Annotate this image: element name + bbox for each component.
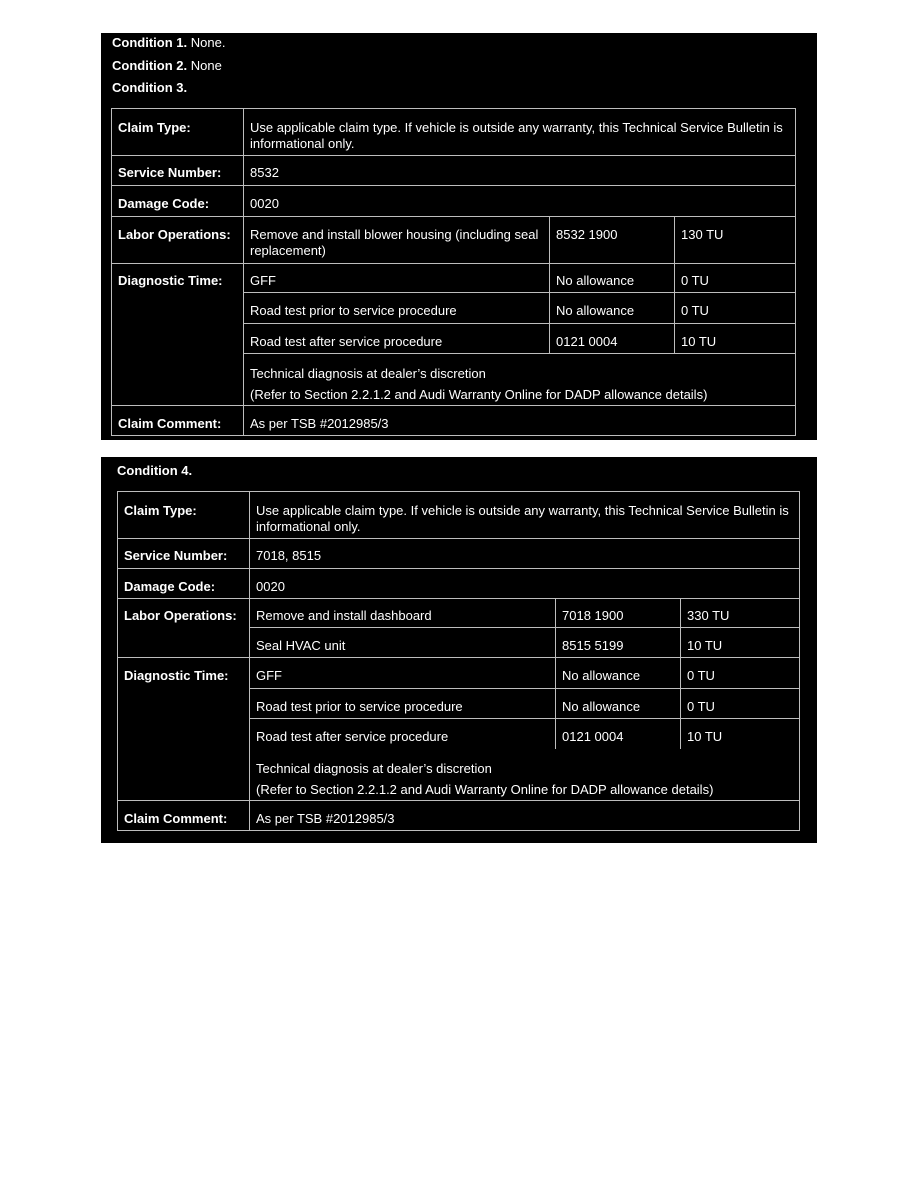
diag-desc: GFF <box>244 264 550 293</box>
condition-1 <box>112 35 225 51</box>
diag-desc: Road test after service procedure <box>250 719 556 749</box>
labor-operations-label: Labor Operations: <box>118 599 250 658</box>
condition-4 <box>117 463 192 479</box>
condition-1-text: None. <box>190 35 226 50</box>
diag-code: No allowance <box>556 658 681 689</box>
diag-code: No allowance <box>550 264 675 293</box>
diag-desc: Road test prior to service procedure <box>250 689 556 719</box>
labor-op-code: 8515 5199 <box>556 628 681 658</box>
diag-desc: Road test after service procedure <box>244 324 550 354</box>
claim-comment-label: Claim Comment: <box>118 801 250 831</box>
diag-tu: 10 TU <box>675 324 796 354</box>
condition-3 <box>112 80 187 96</box>
labor-op-tu: 10 TU <box>681 628 800 658</box>
diag-code: 0121 0004 <box>550 324 675 354</box>
service-number-value: 8532 <box>244 156 796 186</box>
labor-op-desc: Remove and install blower housing (including seal replacement) <box>244 217 550 264</box>
condition-1-label: Condition 1. <box>112 35 188 50</box>
claim-type-label: Claim Type: <box>112 109 244 156</box>
labor-op-tu: 330 TU <box>681 599 800 628</box>
claim-comment-value: As per TSB #2012985/3 <box>250 801 800 831</box>
labor-operation-row <box>118 599 800 628</box>
service-number-label: Service Number: <box>118 539 250 569</box>
warranty-panel-conditions-1-3 <box>101 33 817 440</box>
service-number-label: Service Number: <box>112 156 244 186</box>
claim-comment-value: As per TSB #2012985/3 <box>244 406 796 436</box>
diag-note <box>244 354 796 406</box>
diagnostic-row <box>112 264 796 293</box>
damage-code-label: Damage Code: <box>112 186 244 217</box>
damage-code-value: 0020 <box>250 569 800 599</box>
claim-type-row <box>118 492 800 539</box>
claim-type-value: Use applicable claim type. If vehicle is outside any warranty, this Technical Service Bulletin is informational only. <box>250 492 800 539</box>
diag-tu: 0 TU <box>681 658 800 689</box>
condition-2 <box>112 58 222 74</box>
claim-comment-row <box>112 406 796 436</box>
warranty-panel-condition-4 <box>101 457 817 843</box>
labor-op-code: 7018 1900 <box>556 599 681 628</box>
service-number-row <box>112 156 796 186</box>
condition-3-label: Condition 3. <box>112 80 188 95</box>
damage-code-label: Damage Code: <box>118 569 250 599</box>
claim-type-row <box>112 109 796 156</box>
labor-operations-label: Labor Operations: <box>112 217 244 264</box>
damage-code-value: 0020 <box>244 186 796 217</box>
condition-2-label: Condition 2. <box>112 58 188 73</box>
claim-table-condition-3 <box>111 108 796 436</box>
labor-op-code: 8532 1900 <box>550 217 675 264</box>
claim-comment-label: Claim Comment: <box>112 406 244 436</box>
diagnostic-time-label: Diagnostic Time: <box>112 264 244 406</box>
labor-op-desc: Remove and install dashboard <box>250 599 556 628</box>
claim-type-value: Use applicable claim type. If vehicle is outside any warranty, this Technical Service Bulletin is informational only. <box>244 109 796 156</box>
diag-note <box>250 749 800 801</box>
labor-op-tu: 130 TU <box>675 217 796 264</box>
diag-tu: 10 TU <box>681 719 800 749</box>
diag-tu: 0 TU <box>675 293 796 324</box>
condition-4-label: Condition 4. <box>117 463 193 478</box>
diagnostic-time-label: Diagnostic Time: <box>118 658 250 801</box>
diag-desc: Road test prior to service procedure <box>244 293 550 324</box>
diag-note-line-2: (Refer to Section 2.2.1.2 and Audi Warranty Online for DADP allowance details) <box>256 781 714 797</box>
diag-tu: 0 TU <box>675 264 796 293</box>
labor-op-desc: Seal HVAC unit <box>250 628 556 658</box>
service-number-value: 7018, 8515 <box>250 539 800 569</box>
diag-code: No allowance <box>550 293 675 324</box>
claim-table-condition-4 <box>117 491 800 831</box>
diag-code: No allowance <box>556 689 681 719</box>
labor-operation-row <box>112 217 796 264</box>
diag-code: 0121 0004 <box>556 719 681 749</box>
damage-code-row <box>112 186 796 217</box>
diag-note-line-1: Technical diagnosis at dealer’s discretion <box>256 760 492 776</box>
diag-tu: 0 TU <box>681 689 800 719</box>
condition-2-text: None <box>190 58 222 73</box>
diag-note-line-1: Technical diagnosis at dealer’s discretion <box>250 366 486 381</box>
claim-comment-row <box>118 801 800 831</box>
damage-code-row <box>118 569 800 599</box>
service-number-row <box>118 539 800 569</box>
diag-desc: GFF <box>250 658 556 689</box>
claim-type-label: Claim Type: <box>118 492 250 539</box>
diag-note-line-2: (Refer to Section 2.2.1.2 and Audi Warranty Online for DADP allowance details) <box>250 387 708 402</box>
diagnostic-row <box>118 658 800 689</box>
